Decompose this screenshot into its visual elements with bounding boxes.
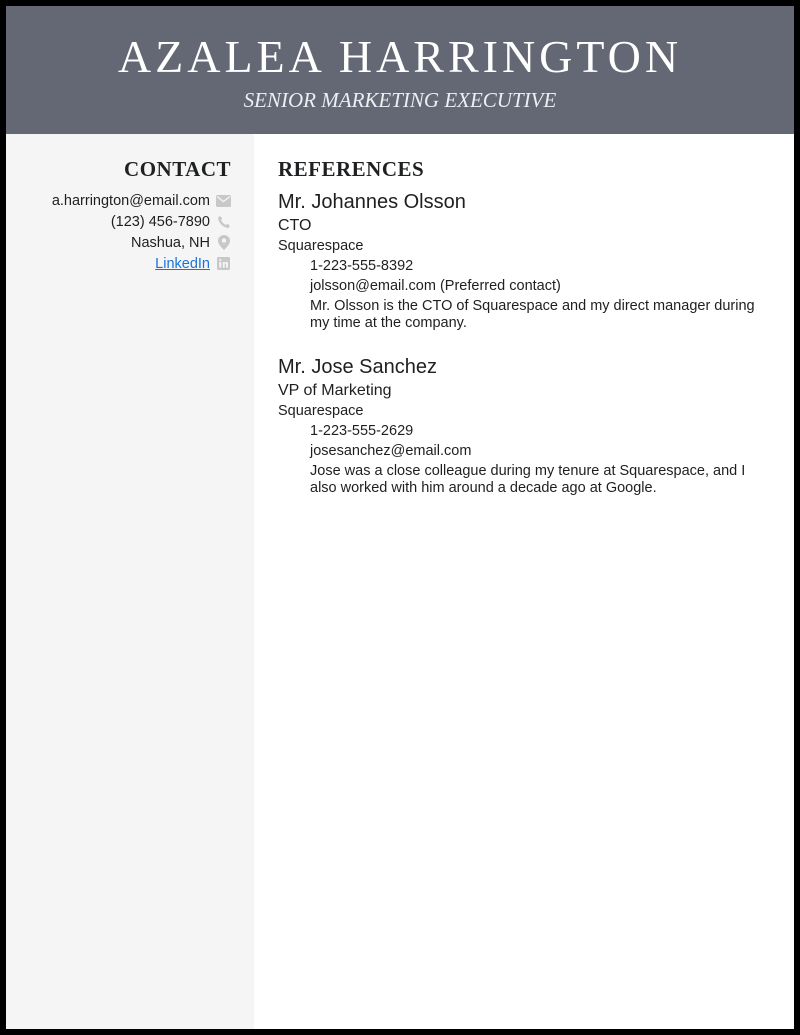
- contact-heading: CONTACT: [124, 157, 231, 181]
- map-pin-icon: [216, 235, 231, 250]
- reference-phone: 1-223-555-2629: [310, 423, 414, 439]
- contact-list: [6, 190, 231, 274]
- reference-description: Jose was a close colleague during my tenure at Squarespace, and I also worked with him around a decade ago at Google.: [310, 463, 746, 496]
- contact-phone: [6, 211, 231, 232]
- phone-icon: [216, 214, 231, 229]
- reference-entry-1: [278, 190, 768, 332]
- candidate-subtitle: SENIOR MARKETING EXECUTIVE: [243, 88, 557, 112]
- contact-sidebar: [6, 134, 254, 1029]
- reference-name: Mr. Johannes Olsson: [278, 191, 466, 213]
- resume-header: [6, 6, 794, 134]
- contact-location-text: Nashua, NH: [131, 234, 210, 251]
- candidate-name: AZALEA HARRINGTON: [117, 31, 683, 82]
- reference-description: Mr. Olsson is the CTO of Squarespace and my direct manager during my time at the company.: [310, 298, 755, 331]
- contact-linkedin: [6, 253, 231, 274]
- reference-title: CTO: [278, 217, 312, 234]
- reference-email: jolsson@email.com (Preferred contact): [310, 278, 561, 294]
- references-heading: REFERENCES: [278, 157, 425, 181]
- reference-phone: 1-223-555-8392: [310, 258, 414, 274]
- reference-company: Squarespace: [278, 238, 364, 254]
- envelope-icon: [216, 193, 231, 208]
- resume-page: [6, 6, 794, 1029]
- contact-email-text: a.harrington@email.com: [51, 192, 210, 209]
- contact-phone-text: (123) 456-7890: [110, 213, 210, 230]
- reference-email: josesanchez@email.com: [310, 443, 472, 459]
- reference-company: Squarespace: [278, 403, 364, 419]
- contact-location: [6, 232, 231, 253]
- reference-title: VP of Marketing: [278, 382, 392, 399]
- linkedin-link[interactable]: LinkedIn: [155, 255, 210, 272]
- reference-name: Mr. Jose Sanchez: [278, 356, 437, 378]
- linkedin-icon: [216, 256, 231, 271]
- reference-entry-2: [278, 355, 768, 497]
- contact-email: [6, 190, 231, 211]
